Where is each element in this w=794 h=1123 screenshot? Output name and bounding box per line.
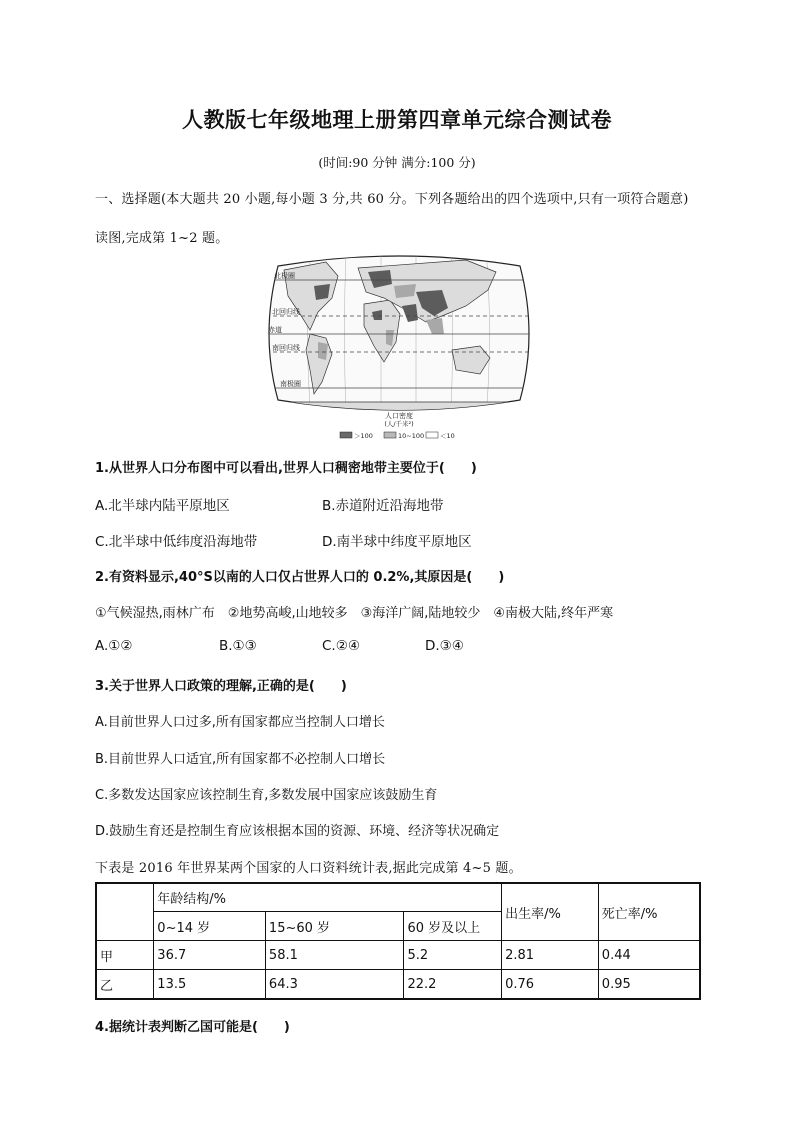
table-row [96,941,700,970]
header-death-rate: 死亡率/% [598,883,700,941]
lat-label-capricorn: 南回归线 [272,344,300,352]
header-age-structure: 年龄结构/% [154,883,502,912]
q2-option-a: A.①② [95,638,133,654]
lat-label-equator: 赤道 [268,326,282,334]
cell-birth-rate: 0.76 [502,970,599,1000]
q3-option-b: B.目前世界人口适宜,所有国家都不必控制人口增长 [95,752,386,767]
lat-label-antarctic: 南极圈 [280,380,301,388]
cell-age-60-plus: 22.2 [404,970,502,1000]
row-country-name: 乙 [96,970,154,1000]
q1-option-b: B.赤道附近沿海地带 [322,498,444,514]
header-birth-rate: 出生率/% [502,883,599,941]
question-2-stem: 2.有资料显示,40°S以南的人口仅占世界人口的 0.2%,其原因是( ) [95,570,505,585]
population-table [95,882,701,1000]
header-age-60-plus: 60 岁及以上 [404,912,502,941]
cell-death-rate: 0.95 [598,970,700,1000]
table-header-row-1 [96,883,700,912]
map-intro: 读图,完成第 1~2 题。 [95,231,229,246]
table-row [96,970,700,1000]
q1-option-d: D.南半球中纬度平原地区 [322,534,472,550]
na-east-dense [314,284,330,300]
q2-option-d: D.③④ [425,638,464,654]
q1-option-c: C.北半球中低纬度沿海地带 [95,534,258,550]
legend-label-high: ＞100 [354,432,373,440]
table-intro: 下表是 2016 年世界某两个国家的人口资料统计表,据此完成第 4~5 题。 [95,861,522,876]
page-title: 人教版七年级地理上册第四章单元综合测试卷 [182,107,612,132]
q2-option-c: C.②④ [322,638,360,654]
lat-label-cancer: 北回归线 [272,308,300,316]
q3-option-c: C.多数发达国家应该控制生育,多数发展中国家应该鼓励生育 [95,788,438,803]
cell-age-0-14: 13.5 [154,970,266,1000]
row-country-name: 甲 [96,941,154,970]
q2-statements: ①气候湿热,雨林广布 ②地势高峻,山地较多 ③海洋广阔,陆地较少 ④南极大陆,终年严寒 [95,606,614,621]
legend-title: 人口密度 [385,412,413,420]
legend-swatch-low [426,432,438,438]
header-age-15-60: 15~60 岁 [265,912,404,941]
legend-swatch-mid [384,432,396,438]
q3-option-a: A.目前世界人口过多,所有国家都应当控制人口增长 [95,715,385,730]
question-2 [95,566,504,585]
page-subtitle: (时间:90 分钟 满分:100 分) [318,155,476,170]
question-1-stem: 1.从世界人口分布图中可以看出,世界人口稠密地带主要位于( ) [95,461,477,476]
section-heading: 一、选择题(本大题共 20 小题,每小题 3 分,共 60 分。下列各题给出的四个选项中,只有一项符合题意) [95,192,689,207]
map-svg [266,250,532,446]
world-population-map [266,250,532,446]
header-age-0-14: 0~14 岁 [154,912,266,941]
question-4 [95,1016,290,1035]
lat-label-arctic: 北极圈 [274,272,295,280]
q3-option-d: D.鼓励生育还是控制生育应该根据本国的资源、环境、经济等状况确定 [95,824,500,839]
cell-age-15-60: 64.3 [265,970,404,1000]
legend-unit: (人/千米²) [384,420,414,428]
cell-birth-rate: 2.81 [502,941,599,970]
cell-death-rate: 0.44 [598,941,700,970]
question-3 [95,675,347,694]
legend-label-mid: 10~100 [398,432,425,440]
q1-option-a: A.北半球内陆平原地区 [95,498,230,514]
question-1 [95,457,477,476]
cell-age-0-14: 36.7 [154,941,266,970]
question-3-stem: 3.关于世界人口政策的理解,正确的是( ) [95,679,347,694]
question-4-stem: 4.据统计表判断乙国可能是( ) [95,1020,290,1035]
legend-swatch-high [340,432,352,438]
cell-age-60-plus: 5.2 [404,941,502,970]
legend-label-low: ＜10 [440,432,455,440]
q2-option-b: B.①③ [219,638,257,654]
table-corner-cell [96,883,154,941]
cell-age-15-60: 58.1 [265,941,404,970]
